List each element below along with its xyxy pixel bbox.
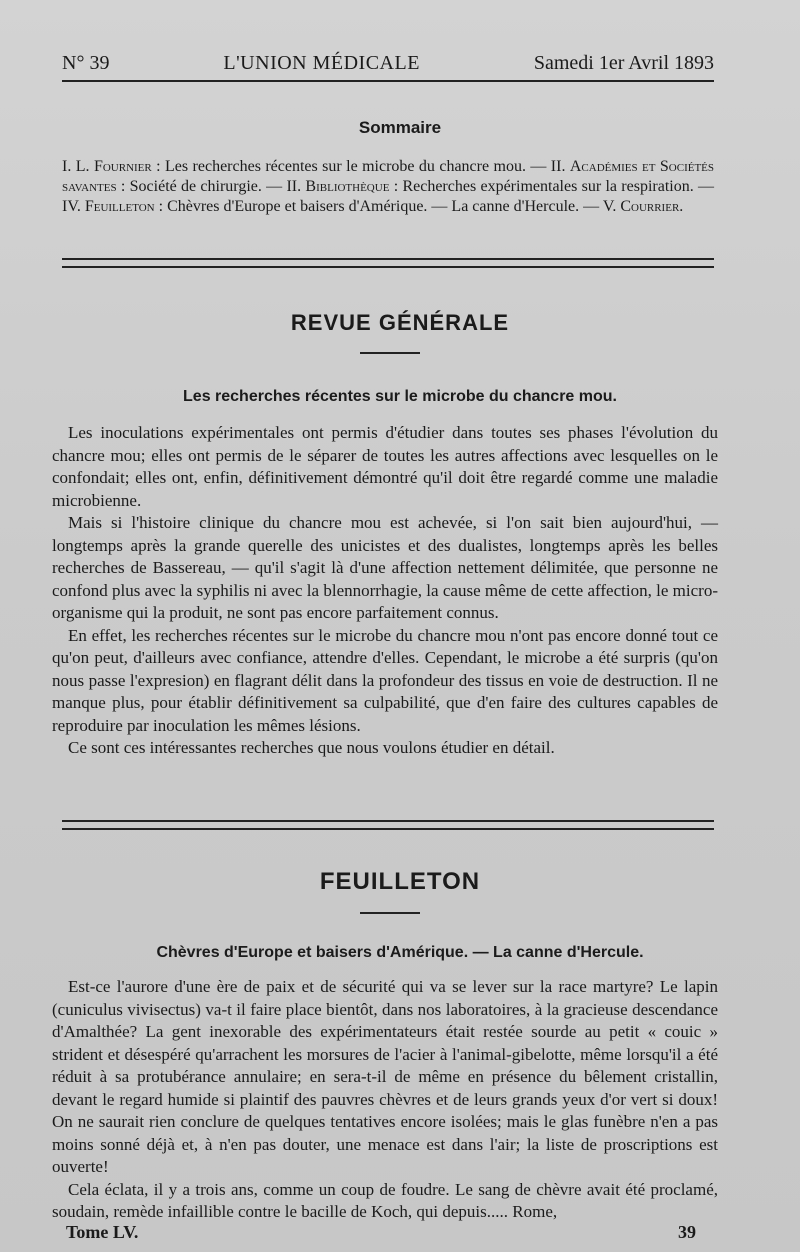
article-body-revue [52, 422, 718, 760]
sommaire-list [62, 157, 714, 217]
page-header [62, 48, 714, 78]
section-title-feuilleton: FEUILLETON [319, 868, 481, 895]
issue-date: Samedi 1er Avril 1893 [533, 51, 714, 74]
page-footer [66, 1222, 696, 1243]
issue-number: N° 39 [62, 51, 110, 74]
title-rule [360, 352, 420, 354]
article-title-feuilleton: Chèvres d'Europe et baisers d'Amérique. — La canne d'Hercule. [156, 944, 644, 961]
paragraph: Les inoculations expérimentales ont permis d'étudier dans toutes ses phases l'évolution du chancre mou; elles ont permis de le séparer de toutes les autres affections avec lesquelles on le confondait; elles ont, enfin, définitivement démontré qu'il doit être regardé comme une maladie microbienne. [52, 423, 718, 510]
page-number: 39 [678, 1222, 696, 1242]
header-rule [62, 80, 714, 82]
article-title-revue: Les recherches récentes sur le microbe du chancre mou. [183, 388, 617, 405]
tome-label: Tome LV. [66, 1222, 139, 1242]
sommaire-item: II. Académies et Sociétés savantes : Société de chirurgie. — [62, 158, 715, 195]
paragraph: En effet, les recherches récentes sur le microbe du chancre mou n'ont pas encore donné tout ce qu'on peut, d'ailleurs avec confiance, attendre d'elles. Cependant, le microbe a été surpris (qu'on nous passe l'expresion) en flagrant délit dans la profondeur des tissus en voie de destruction. Il ne manque plus, pour établir définitivement sa culpabilité, que d'en faire des cultures capables de reproduire par inoculation les mêmes lésions. [52, 625, 718, 735]
sommaire-item: II. Bibliothèque : Recherches expérimentales sur la respiration. — [286, 178, 714, 195]
section-rule [62, 820, 714, 830]
section-rule [62, 258, 714, 268]
article-body-feuilleton [52, 976, 718, 1224]
section-title-revue: REVUE GÉNÉRALE [290, 310, 510, 335]
sommaire-item: I. L. Fournier : Les recherches récentes sur le microbe du chancre mou. — [62, 158, 551, 175]
paragraph: Est-ce l'aurore d'une ère de paix et de sécurité qui va se lever sur la race martyre? Le lapin (cuniculus vivisectus) va-t il faire place bientôt, dans nos laboratoires, à la gracieuse descendance d'Amalthée? La gent inexorable des expérimentateurs était restée sourde au petit « couic » strident et désespéré qu'arrachent les morsures de l'acier à l'animal-gibelotte, même lorsqu'il a été réduit à sa protubérance annulaire; en sera-t-il de même en présence du bêlement cristallin, devant le regard humide si plaintif des pauvres chèvres et de leurs grands yeux d'or vert si doux! On ne saurait rien conclure de quelques tentatives encore isolées; mais le glas funèbre n'en a pas moins sonné déjà et, à n'en pas douter, une menace est dans l'air; la liste de proscriptions est ouverte! [52, 977, 718, 1176]
sommaire-item: IV. Feuilleton : Chèvres d'Europe et baisers d'Amérique. — La canne d'Hercule. — [62, 198, 603, 215]
paragraph: Mais si l'histoire clinique du chancre mou est achevée, si l'on sait bien aujourd'hui, — longtemps après la grande querelle des unicistes et des dualistes, longtemps après les belles recherches de Bassereau, — qu'il s'agit là d'une affection nettement délimitée, que personne ne confond plus avec la syphilis ni avec la blennorrhagie, la cause même de cette affection, le micro-organisme qui la produit, ne sont pas encore parfaitement connus. [52, 513, 718, 622]
journal-title: L'UNION MÉDICALE [223, 51, 420, 74]
title-rule [360, 912, 420, 914]
sommaire-title: Sommaire [358, 118, 442, 137]
sommaire-item: V. Courrier. [602, 198, 684, 215]
paragraph: Ce sont ces intéressantes recherches que nous voulons étudier en détail. [68, 738, 555, 757]
paragraph: Cela éclata, il y a trois ans, comme un coup de foudre. Le sang de chèvre avait été proclamé, soudain, remède infaillible contre le bacille de Koch, qui depuis..... Rome, [52, 1179, 718, 1221]
